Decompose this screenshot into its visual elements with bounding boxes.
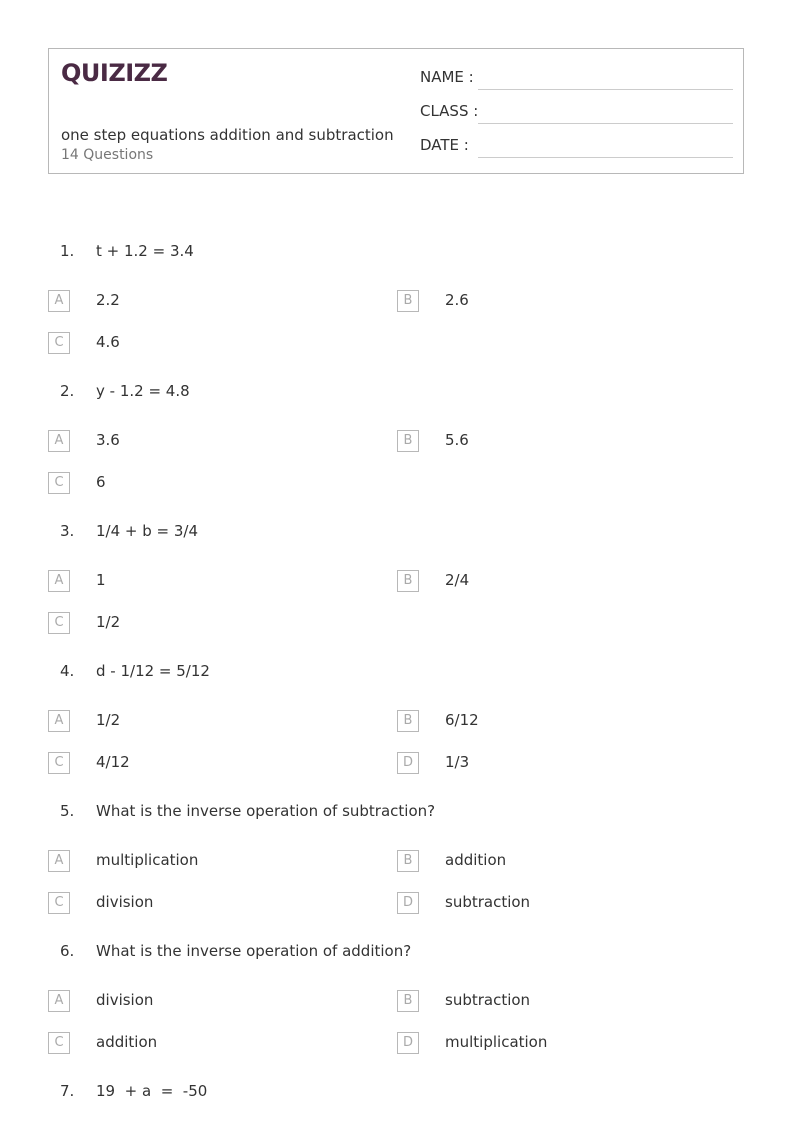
option-text: 6 [96, 473, 106, 491]
option-c[interactable] [48, 332, 388, 356]
option-letter-box: D [397, 1032, 419, 1054]
option-letter-box: B [397, 710, 419, 732]
option-text: 1 [96, 571, 106, 589]
option-text: 1/3 [445, 753, 470, 771]
option-letter-box: B [397, 990, 419, 1012]
option-letter-box: A [48, 570, 70, 592]
option-a[interactable] [48, 570, 388, 594]
option-a[interactable] [48, 430, 388, 454]
question-number: 3. [60, 522, 75, 540]
option-letter-box: B [397, 570, 419, 592]
name-label: NAME : [420, 68, 474, 86]
option-text: 5.6 [445, 431, 469, 449]
question-4 [0, 662, 794, 686]
option-text: 2/4 [445, 571, 470, 589]
option-text: 4.6 [96, 333, 120, 351]
option-a[interactable] [48, 990, 388, 1014]
option-letter-box: A [48, 290, 70, 312]
question-number: 2. [60, 382, 75, 400]
option-a[interactable] [48, 850, 388, 874]
question-number: 1. [60, 242, 75, 260]
option-text: 1/2 [96, 711, 121, 729]
option-d[interactable] [397, 1032, 737, 1056]
option-text: multiplication [445, 1033, 548, 1051]
option-letter-box: C [48, 892, 70, 914]
option-letter-box: B [397, 430, 419, 452]
option-b[interactable] [397, 430, 737, 454]
question-number: 6. [60, 942, 75, 960]
option-text: 4/12 [96, 753, 130, 771]
option-text: division [96, 893, 154, 911]
option-letter-box: A [48, 430, 70, 452]
worksheet-header [48, 48, 744, 174]
question-text: 19 + a = -50 [96, 1082, 208, 1100]
option-text: subtraction [445, 893, 531, 911]
option-letter-box: B [397, 850, 419, 872]
option-letter-box: C [48, 752, 70, 774]
option-b[interactable] [397, 710, 737, 734]
option-text: 2.6 [445, 291, 469, 309]
option-letter-box: C [48, 1032, 70, 1054]
option-b[interactable] [397, 290, 737, 314]
option-text: addition [96, 1033, 158, 1051]
option-text: 3.6 [96, 431, 120, 449]
option-text: multiplication [96, 851, 199, 869]
option-text: 1/2 [96, 613, 121, 631]
option-d[interactable] [397, 892, 737, 916]
option-c[interactable] [48, 1032, 388, 1056]
question-7 [0, 1082, 794, 1106]
question-number: 7. [60, 1082, 75, 1100]
class-field[interactable] [420, 102, 733, 124]
option-text: division [96, 991, 154, 1009]
question-number: 5. [60, 802, 75, 820]
question-text: y - 1.2 = 4.8 [96, 382, 190, 400]
question-text: 1/4 + b = 3/4 [96, 522, 199, 540]
question-6 [0, 942, 794, 966]
option-c[interactable] [48, 752, 388, 776]
worksheet-title: one step equations addition and subtraction [61, 126, 394, 144]
option-letter-box: C [48, 472, 70, 494]
question-3 [0, 522, 794, 546]
option-b[interactable] [397, 850, 737, 874]
option-b[interactable] [397, 570, 737, 594]
question-5 [0, 802, 794, 826]
option-text: subtraction [445, 991, 531, 1009]
question-text: What is the inverse operation of addition? [96, 942, 412, 960]
question-count: 14 Questions [61, 147, 154, 163]
option-letter-box: D [397, 752, 419, 774]
option-a[interactable] [48, 710, 388, 734]
option-letter-box: C [48, 332, 70, 354]
question-number: 4. [60, 662, 75, 680]
question-text: d - 1/12 = 5/12 [96, 662, 210, 680]
question-text: t + 1.2 = 3.4 [96, 242, 194, 260]
option-c[interactable] [48, 612, 388, 636]
option-b[interactable] [397, 990, 737, 1014]
option-letter-box: A [48, 710, 70, 732]
option-c[interactable] [48, 892, 388, 916]
date-label: DATE : [420, 136, 469, 154]
date-field[interactable] [420, 136, 733, 158]
option-letter-box: A [48, 850, 70, 872]
name-field[interactable] [420, 68, 733, 90]
name-line[interactable] [478, 89, 733, 90]
option-a[interactable] [48, 290, 388, 314]
date-line[interactable] [478, 157, 733, 158]
option-text: addition [445, 851, 507, 869]
option-letter-box: B [397, 290, 419, 312]
class-label: CLASS : [420, 102, 479, 120]
question-1 [0, 242, 794, 266]
quizizz-logo: QUIZIZZ [61, 59, 168, 87]
option-text: 2.2 [96, 291, 120, 309]
option-d[interactable] [397, 752, 737, 776]
option-c[interactable] [48, 472, 388, 496]
option-text: 6/12 [445, 711, 479, 729]
option-letter-box: A [48, 990, 70, 1012]
class-line[interactable] [478, 123, 733, 124]
question-text: What is the inverse operation of subtraction? [96, 802, 436, 820]
option-letter-box: C [48, 612, 70, 634]
option-letter-box: D [397, 892, 419, 914]
question-2 [0, 382, 794, 406]
